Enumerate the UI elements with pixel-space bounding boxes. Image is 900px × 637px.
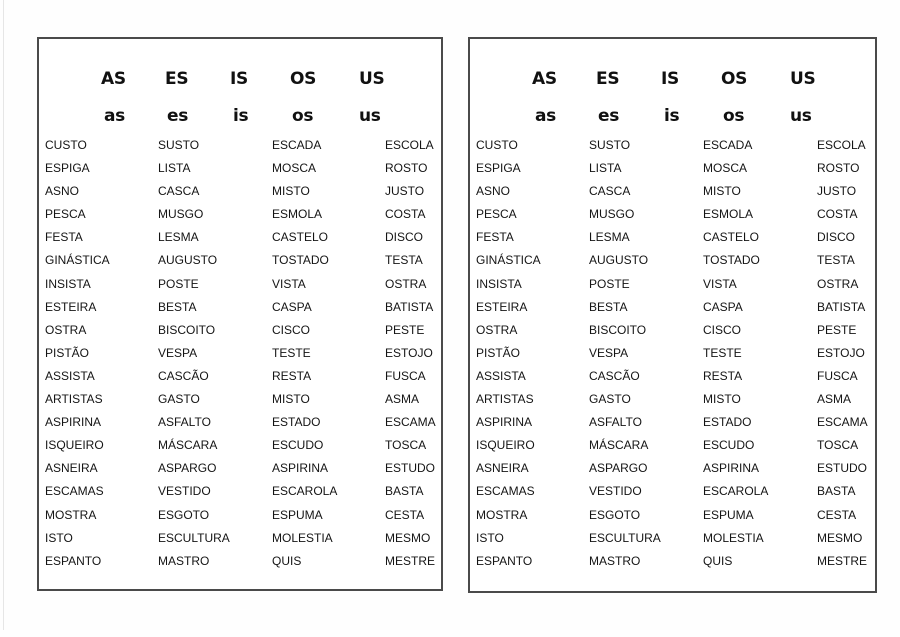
word-cell: ESPANTO	[476, 553, 533, 568]
word-cell: PESCA	[476, 207, 517, 222]
word-cell: DISCO	[385, 230, 424, 245]
word-cell: ASSISTA	[45, 368, 95, 383]
word-cell: TESTE	[703, 345, 742, 360]
word-cell: ARTISTAS	[45, 392, 103, 407]
word-cell: ESTEIRA	[45, 299, 97, 314]
word-cell: VESPA	[158, 345, 198, 360]
word-grid	[39, 134, 441, 573]
word-cell: TOSCA	[817, 438, 859, 453]
word-cell: ASMA	[385, 392, 420, 407]
word-cell: RESTA	[703, 368, 743, 383]
word-row	[470, 273, 875, 296]
word-cell: ESCULTURA	[158, 530, 230, 545]
word-cell: TOSCA	[385, 438, 427, 453]
word-cell: CASPA	[272, 299, 312, 314]
word-row	[470, 434, 875, 457]
word-cell: ESTADO	[272, 415, 321, 430]
word-cell: ESCADA	[272, 138, 322, 152]
word-cell: FESTA	[45, 230, 83, 245]
word-cell: ASPIRINA	[45, 415, 102, 430]
word-cell: CASCÃO	[158, 368, 209, 383]
word-row	[470, 203, 875, 226]
word-cell: ESMOLA	[272, 207, 323, 222]
word-cell: PESTE	[817, 322, 857, 337]
word-row	[39, 180, 441, 203]
word-cell: MUSGO	[158, 207, 204, 222]
worksheet-panel-right	[468, 37, 877, 593]
syllable-as-upper: AS	[101, 69, 126, 89]
word-cell: CASTELO	[272, 230, 329, 245]
word-row	[470, 457, 875, 480]
word-cell: MÁSCARA	[158, 438, 218, 453]
syllable-is-upper: IS	[661, 69, 679, 89]
syllable-is-lower: is	[233, 106, 249, 126]
word-row	[470, 226, 875, 249]
word-row	[470, 249, 875, 272]
syllable-os-lower: os	[292, 106, 314, 126]
word-row	[470, 550, 875, 573]
syllable-us-lower: us	[359, 106, 381, 126]
word-cell: ESCADA	[703, 138, 753, 152]
word-cell: ASNEIRA	[45, 461, 98, 476]
word-cell: ESCAROLA	[703, 484, 769, 499]
word-row	[470, 342, 875, 365]
word-cell: ESGOTO	[158, 507, 210, 522]
word-cell: CISCO	[703, 322, 742, 337]
word-cell: CASCÃO	[589, 368, 640, 383]
word-cell: INSISTA	[476, 276, 522, 291]
word-row	[39, 480, 441, 503]
word-cell: ASFALTO	[589, 415, 642, 430]
word-cell: ESCUDO	[272, 438, 324, 453]
word-row	[39, 296, 441, 319]
word-cell: MASTRO	[158, 553, 210, 568]
word-cell: MOSTRA	[45, 507, 97, 522]
word-cell: POSTE	[589, 276, 630, 291]
word-cell: DISCO	[817, 230, 856, 245]
word-cell: ESPUMA	[703, 507, 754, 522]
word-cell: BATISTA	[817, 299, 866, 314]
word-cell: ASNEIRA	[476, 461, 529, 476]
word-cell: ESGOTO	[589, 507, 641, 522]
word-cell: ESCUDO	[703, 438, 755, 453]
word-cell: MESTRE	[817, 553, 868, 568]
word-cell: ASPARGO	[589, 461, 648, 476]
word-cell: OSTRA	[476, 322, 518, 337]
word-cell: ESPANTO	[45, 553, 102, 568]
word-row	[39, 550, 441, 573]
word-cell: LESMA	[589, 230, 630, 245]
word-cell: PISTÃO	[476, 345, 521, 360]
syllable-es-lower: es	[167, 106, 189, 126]
word-cell: ESPUMA	[272, 507, 323, 522]
page-edge	[3, 0, 4, 630]
word-cell: ESTADO	[703, 415, 752, 430]
word-cell: TESTA	[385, 253, 423, 268]
word-row	[39, 319, 441, 342]
syllable-header-uppercase	[470, 66, 875, 92]
word-cell: PESCA	[45, 207, 86, 222]
word-row	[39, 249, 441, 272]
word-cell: ESCAMA	[817, 415, 868, 430]
word-cell: TOSTADO	[272, 253, 329, 268]
word-row	[470, 319, 875, 342]
word-cell: ESMOLA	[703, 207, 754, 222]
word-cell: MUSGO	[589, 207, 635, 222]
word-cell: MOSCA	[703, 161, 748, 176]
word-cell: BISCOITO	[589, 322, 647, 337]
syllable-header-uppercase	[39, 66, 441, 92]
word-cell: LISTA	[158, 161, 191, 176]
word-cell: SUSTO	[589, 138, 631, 152]
word-cell: ISQUEIRO	[476, 438, 535, 453]
word-cell: FESTA	[476, 230, 514, 245]
word-cell: POSTE	[158, 276, 199, 291]
word-cell: MOLESTIA	[272, 530, 333, 545]
word-row	[39, 388, 441, 411]
word-cell: CESTA	[817, 507, 857, 522]
word-row	[470, 388, 875, 411]
word-cell: CUSTO	[45, 138, 87, 152]
syllable-os-upper: OS	[290, 69, 317, 89]
word-cell: JUSTO	[385, 184, 425, 199]
word-cell: COSTA	[385, 207, 426, 222]
word-row	[470, 134, 875, 157]
word-cell: ROSTO	[817, 161, 860, 176]
word-cell: BASTA	[817, 484, 856, 499]
syllable-es-upper: ES	[596, 69, 620, 89]
word-row	[39, 434, 441, 457]
syllable-es-lower: es	[598, 106, 620, 126]
word-cell: FUSCA	[385, 368, 426, 383]
word-row	[470, 365, 875, 388]
syllable-as-lower: as	[535, 106, 556, 126]
word-cell: BASTA	[385, 484, 424, 499]
word-cell: ESTUDO	[817, 461, 868, 476]
word-row	[39, 411, 441, 434]
word-cell: MISTO	[272, 184, 310, 199]
word-cell: ESTOJO	[385, 345, 433, 360]
word-cell: ASMA	[817, 392, 852, 407]
word-grid	[470, 134, 875, 573]
word-cell: CESTA	[385, 507, 425, 522]
word-cell: VESTIDO	[589, 484, 642, 499]
word-cell: RESTA	[272, 368, 312, 383]
word-cell: INSISTA	[45, 276, 91, 291]
word-row	[39, 134, 441, 157]
syllable-os-upper: OS	[721, 69, 748, 89]
word-row	[470, 180, 875, 203]
word-row	[39, 203, 441, 226]
word-row	[470, 527, 875, 550]
word-cell: GASTO	[589, 392, 631, 407]
word-cell: VISTA	[703, 276, 737, 291]
word-cell: VESTIDO	[158, 484, 211, 499]
word-cell: ESTOJO	[817, 345, 865, 360]
word-row	[470, 296, 875, 319]
word-cell: CASCA	[158, 184, 200, 199]
word-cell: CASPA	[703, 299, 743, 314]
word-cell: ESCOLA	[385, 138, 434, 152]
word-cell: BATISTA	[385, 299, 434, 314]
word-cell: ASPARGO	[158, 461, 217, 476]
word-cell: CISCO	[272, 322, 311, 337]
word-cell: SUSTO	[158, 138, 200, 152]
word-cell: JUSTO	[817, 184, 857, 199]
word-row	[39, 365, 441, 388]
word-cell: MESTRE	[385, 553, 436, 568]
syllable-es-upper: ES	[165, 69, 189, 89]
word-cell: MISTO	[703, 184, 741, 199]
word-cell: ESCULTURA	[589, 530, 661, 545]
word-cell: ASSISTA	[476, 368, 526, 383]
word-cell: ESCAMAS	[476, 484, 535, 499]
word-cell: LESMA	[158, 230, 199, 245]
syllable-header-lowercase	[39, 103, 441, 129]
syllable-us-upper: US	[790, 69, 816, 89]
word-cell: MESMO	[817, 530, 863, 545]
word-cell: FUSCA	[817, 368, 858, 383]
word-cell: MOSTRA	[476, 507, 528, 522]
word-cell: ISQUEIRO	[45, 438, 104, 453]
word-cell: CUSTO	[476, 138, 518, 152]
word-cell: GASTO	[158, 392, 200, 407]
syllable-us-upper: US	[359, 69, 385, 89]
word-cell: MOLESTIA	[703, 530, 764, 545]
word-cell: TESTE	[272, 345, 311, 360]
word-cell: ESPIGA	[476, 161, 521, 176]
word-cell: PESTE	[385, 322, 425, 337]
syllable-us-lower: us	[790, 106, 812, 126]
word-cell: ESCAMA	[385, 415, 436, 430]
word-cell: ESCOLA	[817, 138, 866, 152]
word-row	[470, 480, 875, 503]
word-row	[39, 504, 441, 527]
syllable-os-lower: os	[723, 106, 745, 126]
word-cell: ISTO	[45, 530, 73, 545]
word-cell: GINÁSTICA	[476, 253, 541, 268]
word-cell: QUIS	[272, 553, 302, 568]
word-cell: GINÁSTICA	[45, 253, 110, 268]
word-cell: AUGUSTO	[589, 253, 649, 268]
word-cell: TOSTADO	[703, 253, 760, 268]
word-cell: BESTA	[158, 299, 197, 314]
word-cell: ASPIRINA	[272, 461, 329, 476]
word-cell: OSTRA	[817, 276, 859, 291]
word-cell: ASPIRINA	[476, 415, 533, 430]
word-cell: MOSCA	[272, 161, 317, 176]
word-row	[470, 411, 875, 434]
word-cell: ARTISTAS	[476, 392, 534, 407]
word-cell: ESTEIRA	[476, 299, 528, 314]
word-cell: OSTRA	[45, 322, 87, 337]
worksheet-panel-left	[37, 37, 443, 591]
word-cell: VESPA	[589, 345, 629, 360]
syllable-is-upper: IS	[230, 69, 248, 89]
word-cell: VISTA	[272, 276, 306, 291]
word-cell: ASPIRINA	[703, 461, 760, 476]
word-cell: MESMO	[385, 530, 431, 545]
word-cell: ASNO	[476, 184, 511, 199]
syllable-is-lower: is	[664, 106, 680, 126]
word-cell: ROSTO	[385, 161, 428, 176]
word-row	[39, 273, 441, 296]
syllable-header-lowercase	[470, 103, 875, 129]
word-cell: BESTA	[589, 299, 628, 314]
word-row	[470, 504, 875, 527]
word-cell: CASCA	[589, 184, 631, 199]
word-cell: ESPIGA	[45, 161, 90, 176]
word-cell: QUIS	[703, 553, 733, 568]
word-cell: LISTA	[589, 161, 622, 176]
word-cell: BISCOITO	[158, 322, 216, 337]
word-cell: COSTA	[817, 207, 858, 222]
word-cell: CASTELO	[703, 230, 760, 245]
word-cell: ESCAMAS	[45, 484, 104, 499]
word-cell: MISTO	[703, 392, 741, 407]
word-row	[39, 226, 441, 249]
word-cell: MÁSCARA	[589, 438, 649, 453]
word-row	[39, 342, 441, 365]
word-row	[39, 527, 441, 550]
syllable-as-upper: AS	[532, 69, 557, 89]
word-cell: MASTRO	[589, 553, 641, 568]
word-cell: AUGUSTO	[158, 253, 218, 268]
word-row	[470, 157, 875, 180]
word-cell: ASFALTO	[158, 415, 211, 430]
word-row	[39, 157, 441, 180]
word-cell: MISTO	[272, 392, 310, 407]
word-cell: OSTRA	[385, 276, 427, 291]
word-cell: ASNO	[45, 184, 80, 199]
word-cell: ESTUDO	[385, 461, 436, 476]
word-cell: ESCAROLA	[272, 484, 338, 499]
word-cell: PISTÃO	[45, 345, 90, 360]
syllable-as-lower: as	[104, 106, 125, 126]
word-cell: TESTA	[817, 253, 855, 268]
word-row	[39, 457, 441, 480]
word-cell: ISTO	[476, 530, 504, 545]
